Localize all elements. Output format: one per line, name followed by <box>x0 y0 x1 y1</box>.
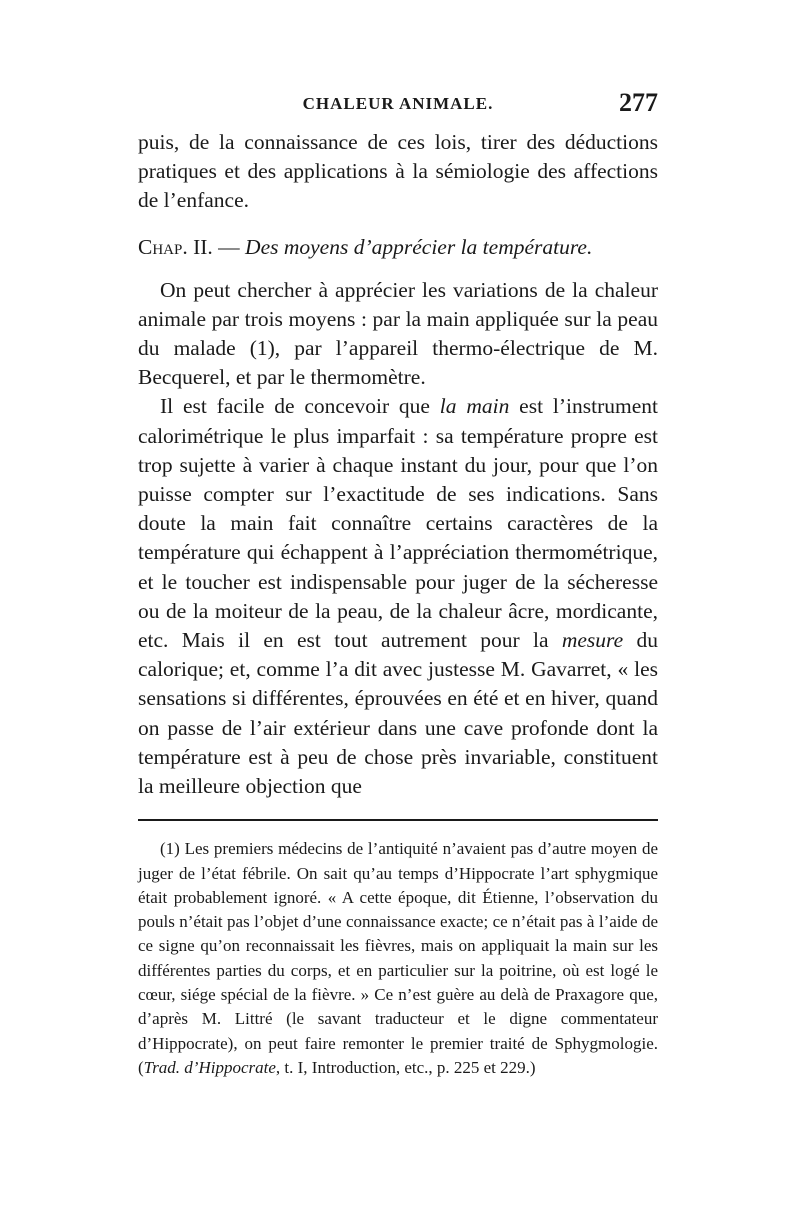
footnote-citation-title: Trad. d’Hippocrate <box>143 1057 276 1077</box>
book-page <box>138 88 658 1080</box>
running-title: CHALEUR ANIMALE. <box>302 94 494 113</box>
footnote-rule <box>138 819 658 821</box>
emphasis-mesure: mesure <box>561 628 624 653</box>
page-number: 277 <box>619 88 658 117</box>
chapter-label: Chap. II. <box>138 234 213 259</box>
chapter-heading <box>138 232 658 262</box>
running-head <box>138 88 658 128</box>
footnote <box>138 837 658 1080</box>
paragraph-means: On peut chercher à apprécier les variations de la chaleur animale par trois moyens : par la main appliquée sur la peau du malade (1), par l’appareil thermo-électrique de M. Becquerel, et par le thermomètre. <box>138 277 658 390</box>
text-run: du calorique; et, comme l’a dit avec justesse M. Gavarret, « les sensations si différentes, éprouvées en été et en hiver, quand on passe de l’air extérieur dans une cave profonde dont la température est à peu de chose près invariable, constituent la meilleure objection que <box>138 628 659 799</box>
main-text <box>138 128 658 801</box>
chapter-dash: — <box>212 234 246 259</box>
paragraph-hand <box>138 392 658 801</box>
emphasis-la-main: la main <box>439 394 510 419</box>
paragraph-continuation: puis, de la connaissance de ces lois, tirer des déductions pratiques et des applications à la sémiologie des affections de l’enfance. <box>138 130 658 213</box>
chapter-title: Des moyens d’apprécier la température. <box>245 234 593 259</box>
text-run: Il est facile de concevoir que <box>160 394 440 419</box>
footnote-citation-rest: , t. I, Introduction, etc., p. 225 et 229.) <box>275 1057 536 1077</box>
text-run: est l’instrument calorimétrique le plus imparfait : sa température propre est trop sujette à varier à chaque instant du jour, pour que l’on puisse compter sur l’exactitude de ses indications. Sans doute la main fait connaître certains caractères de la température qui échappent à l’appréciation thermométrique, et le toucher est indispensable pour juger de la sécheresse ou de la moiteur de la peau, de la chaleur âcre, mordicante, etc. Mais il en est tout autrement pour la <box>138 394 658 653</box>
footnote-text: (1) Les premiers médecins de l’antiquité n’avaient pas d’autre moyen de juger de l’état fébrile. On sait qu’au temps d’Hippocrate l’art sphygmique était probablement ignoré. « A cette époque, dit Étienne, l’observation du pouls n’était pas l’objet d’une connaissance exacte; ce n’était pas à l’aide de ce signe qu’on reconnaissait les fièvres, mais on appliquait la main sur les différentes parties du corps, et en particulier sur la poitrine, où est logé le cœur, siége spécial de la fièvre. » Ce n’est guère au delà de Praxagore que, d’après M. Littré (le savant traducteur et le digne commentateur d’Hippocrate), on peut faire remonter le premier traité de Sphygmologie. ( <box>138 839 658 1077</box>
